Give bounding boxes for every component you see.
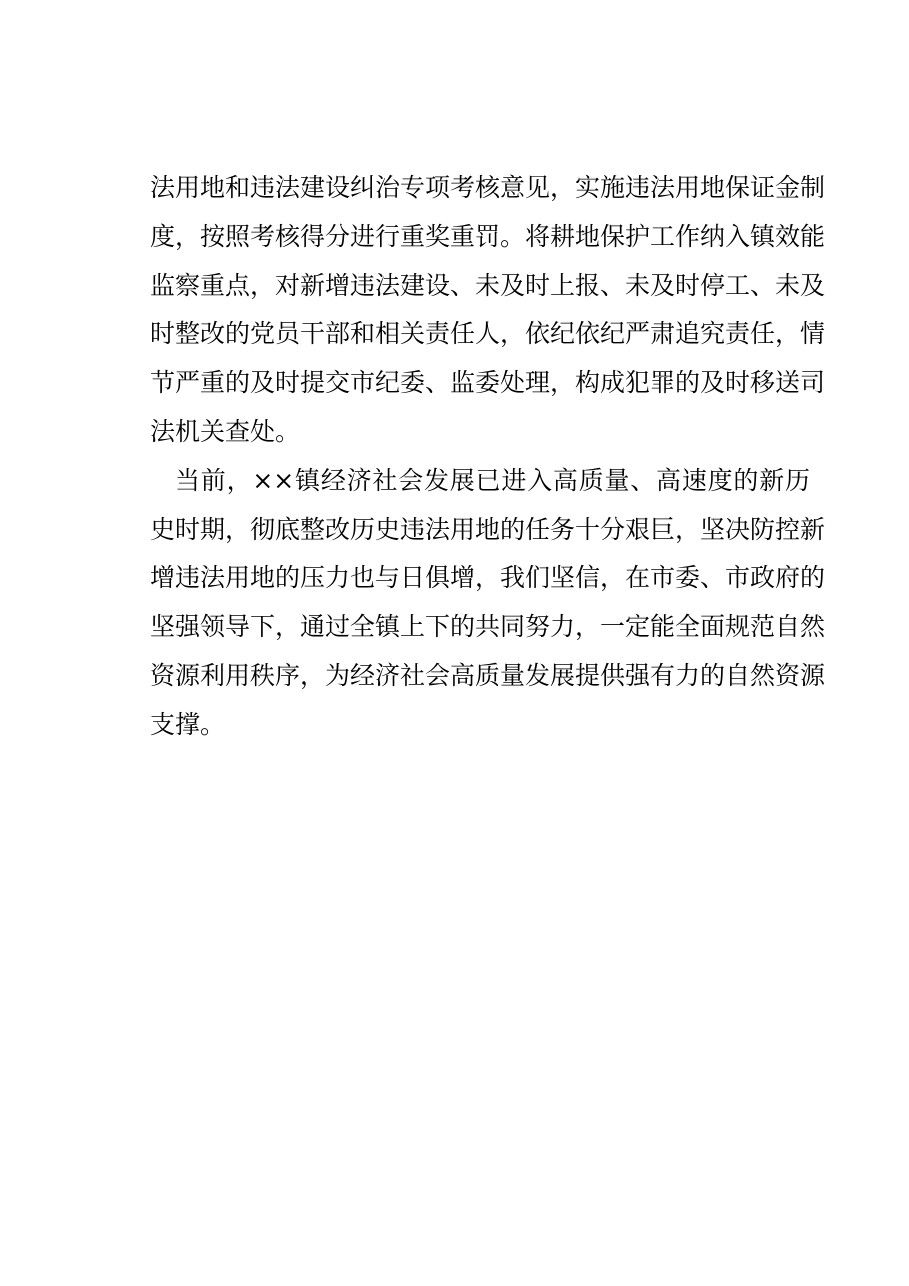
paragraph-line: 法用地和违法建设纠治专项考核意见，实施违法用地保证金制: [150, 173, 826, 202]
paragraph-line: 史时期，彻底整改历史违法用地的任务十分艰巨，坚决防控新: [150, 514, 826, 544]
paragraph-1: [150, 164, 826, 457]
paragraph-line: 监察重点，对新增违法建设、未及时上报、未及时停工、未及: [150, 270, 826, 300]
paragraph-line: 增违法用地的压力也与日俱增，我们坚信，在市委、市政府的: [150, 563, 826, 593]
paragraph-2: [150, 457, 826, 750]
paragraph-line: 法机关查处。: [150, 416, 301, 446]
document-body: [150, 164, 826, 750]
paragraph-line: 节严重的及时提交市纪委、监委处理，构成犯罪的及时移送司: [150, 368, 826, 398]
paragraph-line: 度，按照考核得分进行重奖重罚。将耕地保护工作纳入镇效能: [150, 221, 826, 251]
paragraph-line: 当前，××镇经济社会发展已进入高质量、高速度的新历: [175, 465, 810, 495]
paragraph-line: 资源利用秩序，为经济社会高质量发展提供强有力的自然资源: [150, 660, 826, 690]
paragraph-line: 支撑。: [150, 709, 226, 739]
paragraph-line: 坚强领导下，通过全镇上下的共同努力，一定能全面规范自然: [150, 612, 826, 642]
paragraph-line: 时整改的党员干部和相关责任人，依纪依纪严肃追究责任，情: [150, 319, 826, 349]
